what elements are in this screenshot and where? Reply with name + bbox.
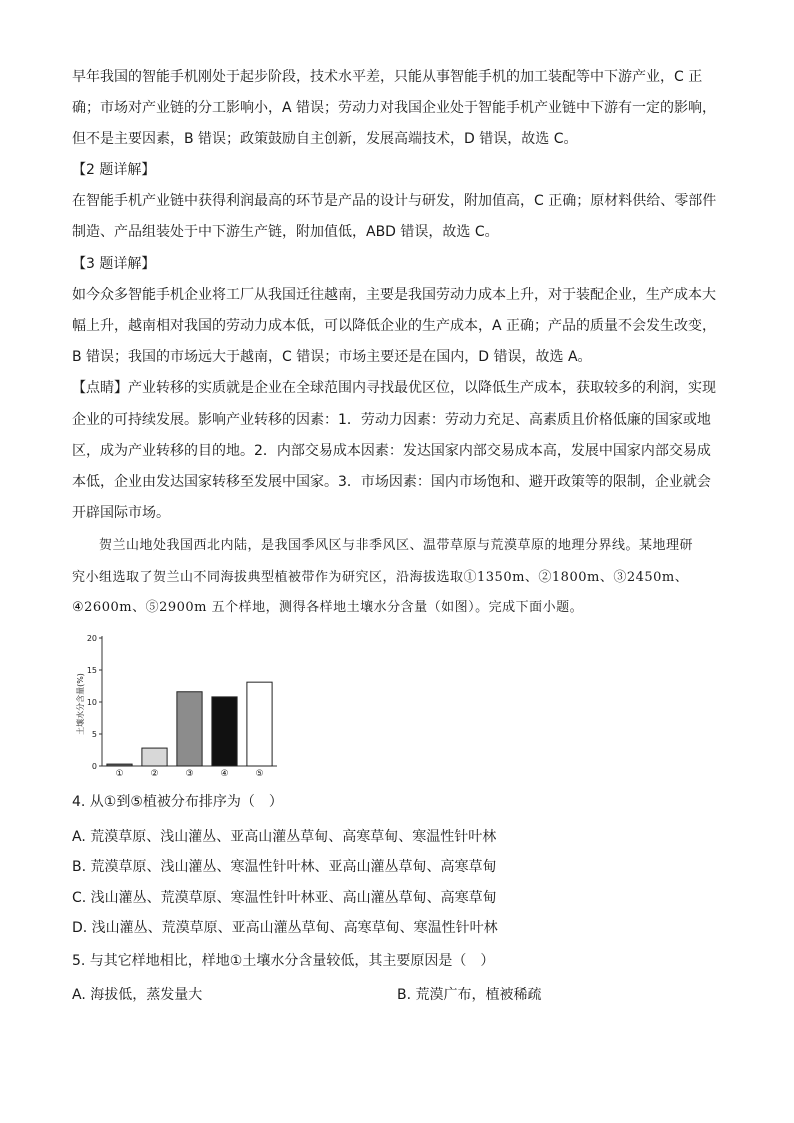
text-line: 本低，企业由发达国家转移至发展中国家。3．市场因素：国内市场饱和、避开政策等的限制，企业就会: [72, 474, 711, 490]
stem-line: 究小组选取了贺兰山不同海拔典型植被带作为研究区，沿海拔选取①1350m、②1800m、③2450m、: [72, 570, 689, 585]
section-heading: 【3 题详解】: [72, 256, 156, 272]
key-point-line: 【点睛】产业转移的实质就是企业在全球范围内寻找最优区位，以降低生产成本，获取较多的利润，实现: [72, 380, 716, 396]
text-line: 区，成为产业转移的目的地。2．内部交易成本因素：发达国家内部交易成本高，发展中国家内部交易成: [72, 443, 711, 459]
bar-3: [177, 692, 202, 766]
y-tick-label: 20: [86, 634, 97, 643]
bar-2: [142, 748, 167, 766]
text-line: 企业的可持续发展。影响产业转移的因素：1．劳动力因素：劳动力充足、高素质且价格低廉的国家或地: [72, 412, 711, 428]
stem-line: ④2600m、⑤2900m 五个样地，测得各样地土壤水分含量（如图）。完成下面小题。: [72, 600, 584, 615]
x-tick-label: ③: [185, 769, 194, 778]
text-line: 如今众多智能手机企业将工厂从我国迁往越南，主要是我国劳动力成本上升，对于装配企业，生产成本大: [72, 287, 716, 303]
question-title: 5. 与其它样地相比，样地①土壤水分含量较低，其主要原因是（ ）: [72, 953, 495, 969]
text-line: B 错误；我国的市场远大于越南，C 错误；市场主要还是在国内，D 错误，故选 A。: [72, 349, 592, 365]
x-tick-label: ④: [220, 769, 229, 778]
text-line: 在智能手机产业链中获得利润最高的环节是产品的设计与研发，附加值高，C 正确；原材料供给、零部件: [72, 193, 717, 209]
x-tick-label: ①: [115, 769, 124, 778]
y-tick-label: 5: [91, 730, 97, 739]
option-a[interactable]: A. 荒漠草原、浅山灌丛、亚高山灌丛草甸、高寒草甸、寒温性针叶林: [72, 829, 497, 845]
y-axis-label: 土壤水分含量(%): [76, 673, 85, 735]
stem-line: 贺兰山地处我国西北内陆，是我国季风区与非季风区、温带草原与荒漠草原的地理分界线。某地理研: [72, 538, 694, 553]
section-heading: 【2 题详解】: [72, 162, 156, 178]
bar-1: [107, 764, 132, 766]
x-tick-label: ②: [150, 769, 159, 778]
text-line: 制造、产品组装处于中下游生产链，附加值低，ABD 错误，故选 C。: [72, 224, 499, 240]
y-tick-label: 0: [91, 762, 97, 771]
question-title: 4. 从①到⑤植被分布排序为（ ）: [72, 794, 283, 810]
option-c[interactable]: C. 浅山灌丛、荒漠草原、寒温性针叶林亚、高山灌丛草甸、高寒草甸: [72, 890, 497, 906]
soil-moisture-bar-chart: [72, 628, 282, 778]
bar-5: [247, 682, 272, 766]
option-b[interactable]: B. 荒漠草原、浅山灌丛、寒温性针叶林、亚高山灌丛草甸、高寒草甸: [72, 859, 497, 875]
bar-4: [212, 697, 237, 766]
y-tick-label: 15: [86, 666, 97, 675]
text-line: 幅上升，越南相对我国的劳动力成本低，可以降低企业的生产成本，A 正确；产品的质量不会发生改变，: [72, 318, 717, 334]
text-line: 开辟国际市场。: [72, 505, 170, 521]
text-line: 但不是主要因素，B 错误；政策鼓励自主创新，发展高端技术，D 错误，故选 C。: [72, 131, 578, 147]
x-tick-label: ⑤: [255, 769, 264, 778]
option-d[interactable]: D. 浅山灌丛、荒漠草原、亚高山灌丛草甸、高寒草甸、寒温性针叶林: [72, 920, 498, 936]
text-line: 确；市场对产业链的分工影响小，A 错误；劳动力对我国企业处于智能手机产业链中下游有一定的影响，: [72, 100, 717, 116]
option-a[interactable]: A. 海拔低，蒸发量大: [72, 987, 203, 1003]
option-b[interactable]: B. 荒漠广布，植被稀疏: [397, 987, 542, 1003]
text-line: 早年我国的智能手机刚处于起步阶段，技术水平差，只能从事智能手机的加工装配等中下游产业，C 正: [72, 69, 703, 85]
y-tick-label: 10: [86, 698, 97, 707]
